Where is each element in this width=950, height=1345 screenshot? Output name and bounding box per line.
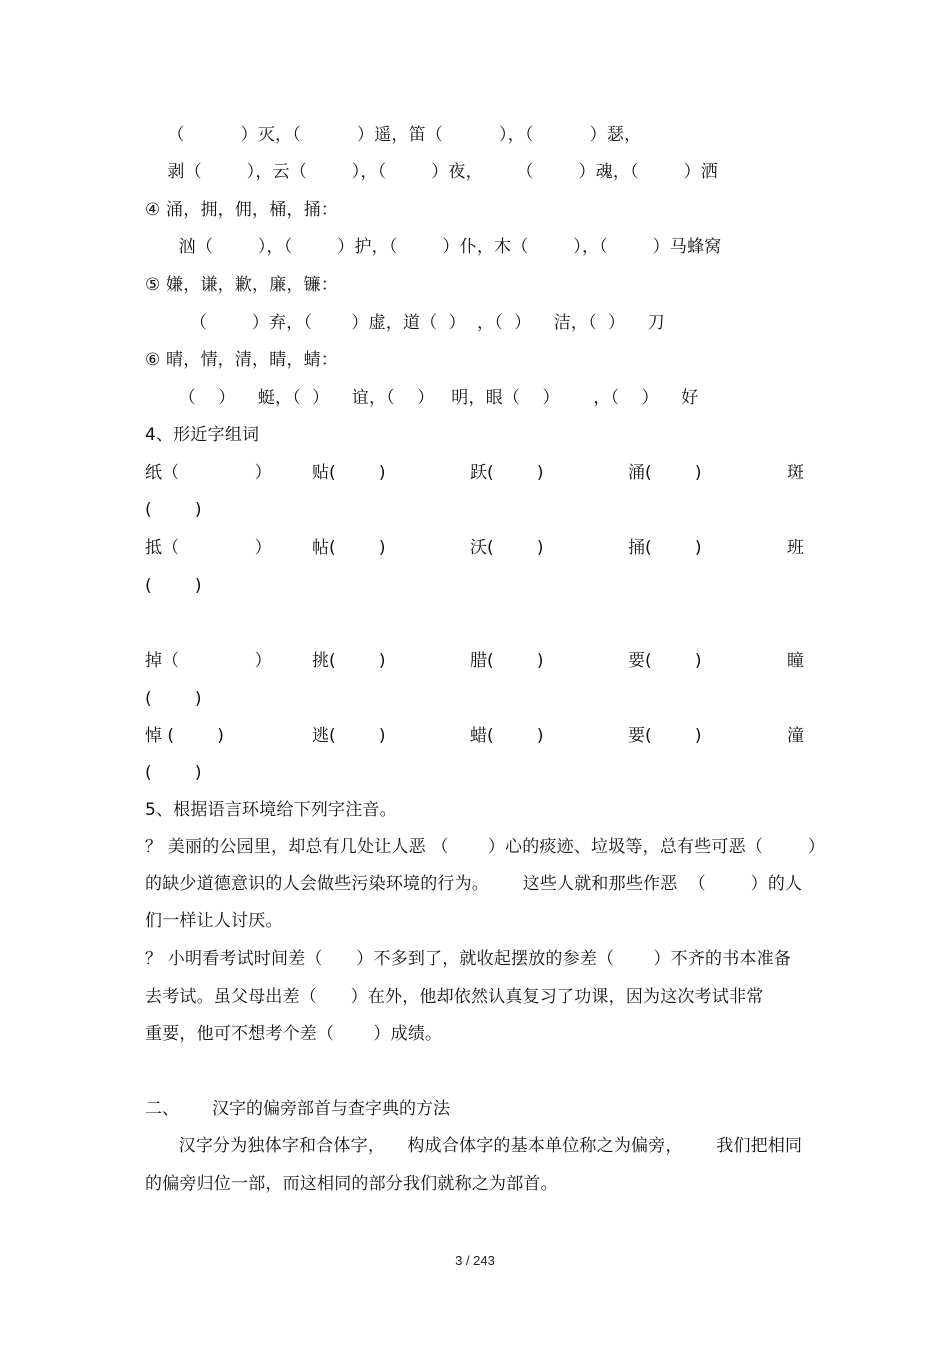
q5-line: 的缺少道德意识的人会做些污染环境的行为。 这些人就和那些作恶 （ ）的人 (145, 874, 803, 894)
q4-item: 纸（ ） (145, 463, 272, 483)
q4-item: 涌( ) (628, 463, 702, 483)
q4-item: 抵（ ） (145, 538, 272, 558)
q4-item: 贴( ) (312, 463, 386, 483)
q4-item: 掉（ ） (145, 651, 272, 671)
q5-line: 们一样让人讨厌。 (145, 911, 283, 931)
q5-line: ？ 小明看考试时间差（ ）不多到了，就收起摆放的参差（ ）不齐的书本准备 (145, 949, 792, 969)
q5-line: 去考试。虽父母出差（ ）在外，他却依然认真复习了功课，因为这次考试非常 (145, 987, 764, 1007)
q3-line-3: ④ 涌，拥，佣，桶，捅： (145, 200, 339, 220)
q3-line-1: （ ）灭，（ ）遥，笛（ ），（ ）瑟， (145, 125, 642, 145)
q4-item: 逃( ) (312, 726, 386, 746)
q4-item-wrap: ( ) (145, 576, 202, 596)
q4-item: 班 (787, 538, 804, 558)
q3-line-8: （ ） 蜓，（ ） 谊，（ ） 明，眼（ ） ，（ ） 好 (145, 388, 699, 408)
q4-item: 沃( ) (470, 538, 544, 558)
q4-item: 腊( ) (470, 651, 544, 671)
q4-item: 要( ) (628, 651, 702, 671)
q4-item-wrap: ( ) (145, 500, 202, 520)
q3-line-7: ⑥ 晴，情，清，睛，蜻： (145, 350, 339, 370)
q5-heading: 5、根据语言环境给下列字注音。 (145, 800, 397, 820)
q4-item: 悼 ( ) (145, 726, 224, 746)
q5-line: ？ 美丽的公园里，却总有几处让人恶 （ ）心的痰迹、垃圾等，总有些可恶（ ） (145, 837, 826, 857)
section-number: 二、 (145, 1099, 179, 1119)
q3-line-2: 剥（ ），云（ ），（ ）夜， （ ）魂，（ ）洒 (145, 162, 718, 182)
q4-item: 捅( ) (628, 538, 702, 558)
q4-item: 潼 (787, 726, 804, 746)
q3-line-4: 汹（ ），（ ）护，（ ）仆，木（ ），（ ）马蜂窝 (145, 237, 722, 257)
q4-item: 跃( ) (470, 463, 544, 483)
q4-heading: 4、形近字组词 (145, 425, 260, 445)
section-title: 汉字的偏旁部首与查字典的方法 (212, 1099, 450, 1119)
section-paragraph-line-2: 的偏旁归位一部，而这相同的部分我们就称之为部首。 (145, 1174, 558, 1194)
q4-item-wrap: ( ) (145, 689, 202, 709)
q4-item: 帖( ) (312, 538, 386, 558)
q4-item: 挑( ) (312, 651, 386, 671)
q4-item: 瞳 (787, 651, 804, 671)
q4-item: 蜡( ) (470, 726, 544, 746)
section-paragraph-line-1: 汉字分为独体字和合体字， 构成合体字的基本单位称之为偏旁， 我们把相同 (145, 1136, 803, 1156)
page-number: 3 / 243 (455, 1253, 495, 1268)
q3-line-5: ⑤ 嫌，谦，歉，廉，镰： (145, 275, 339, 295)
q5-line: 重要，他可不想考个差（ ）成绩。 (145, 1024, 443, 1044)
q4-item: 要( ) (628, 726, 702, 746)
q4-item: 斑 (787, 463, 804, 483)
q4-item-wrap: ( ) (145, 763, 202, 783)
q3-line-6: （ ）弃，（ ）虚，道（ ） ，（ ） 洁，（ ） 刀 (145, 313, 665, 333)
